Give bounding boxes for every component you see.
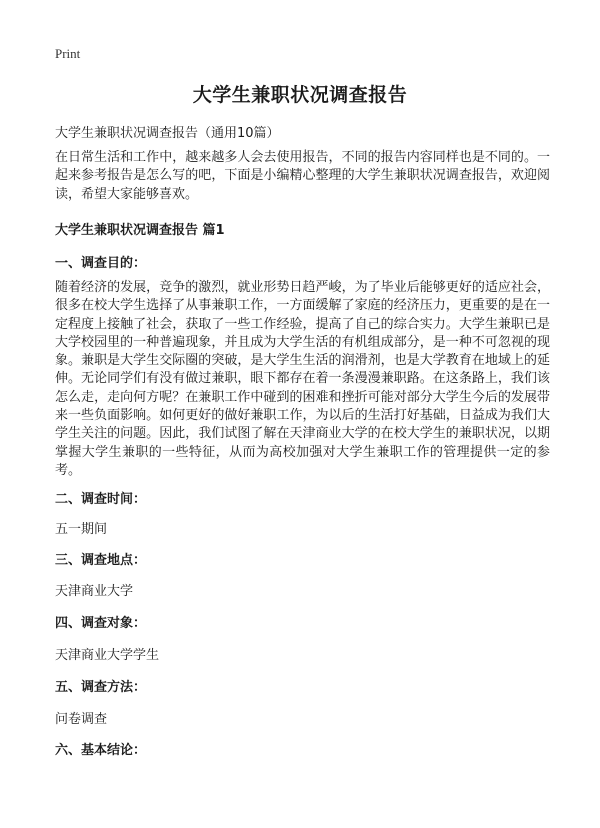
section-body-time: 五一期间 — [55, 522, 108, 537]
section-body-purpose: 随着经济的发展，竞争的激烈，就业形势日趋严峻，为了毕业后能够更好的适应社会，很多在校大学生选择了从事兼职工作，一方面缓解了家庭的经济压力，更重要的是在一定程度上接触了社会，获取了一些工作经验，提高了自己的综合实力。大学生兼职已是大学校园里的一种普遍现象，并且成为大学生活的有机组成部分，是一种不可忽视的现象。兼职是大学生交际圈的突破，是大学生生活的润滑剂，也是大学教育在地域上的延伸。无论同学们有没有做过兼职，眼下都存在着一条漫漫兼职路。在这条路上，我们该怎么走，走向何方呢？在兼职工作中碰到的困难和挫折可能对部分大学生今后的发展带来一些负面影响。如何更好的做好兼职工作，为以后的生活打好基础，日益成为我们大学生关注的问题。因此，我们试图了解在天津商业大学的在校大学生的兼职状况，以期掌握大学生兼职的一些特征，从而为高校加强对大学生兼职工作的管理提供一定的参考。 — [55, 280, 550, 478]
intro-paragraph: 在日常生活和工作中，越来越多人会去使用报告，不同的报告内容同样也是不同的。一起来参考报告是怎么写的吧，下面是小编精心整理的大学生兼职状况调查报告，欢迎阅读，希望大家能够喜欢。 — [55, 150, 550, 202]
section-heading-conclusion: 六、基本结论： — [55, 743, 147, 758]
section-body-subjects: 天津商业大学学生 — [55, 648, 160, 663]
article-heading: 大学生兼职状况调查报告 篇1 — [55, 223, 225, 238]
section-body-location: 天津商业大学 — [55, 584, 134, 599]
section-heading-method: 五、调查方法： — [55, 680, 147, 695]
print-label: Print — [55, 46, 81, 61]
document-subtitle: 大学生兼职状况调查报告（通用10篇） — [55, 126, 280, 141]
section-heading-purpose: 一、调查目的： — [55, 256, 147, 271]
document-title: 大学生兼职状况调查报告 — [192, 84, 408, 106]
section-heading-location: 三、调查地点： — [55, 553, 147, 568]
section-body-method: 问卷调查 — [55, 712, 108, 727]
section-heading-time: 二、调查时间： — [55, 492, 147, 507]
section-heading-subjects: 四、调查对象： — [55, 616, 147, 631]
